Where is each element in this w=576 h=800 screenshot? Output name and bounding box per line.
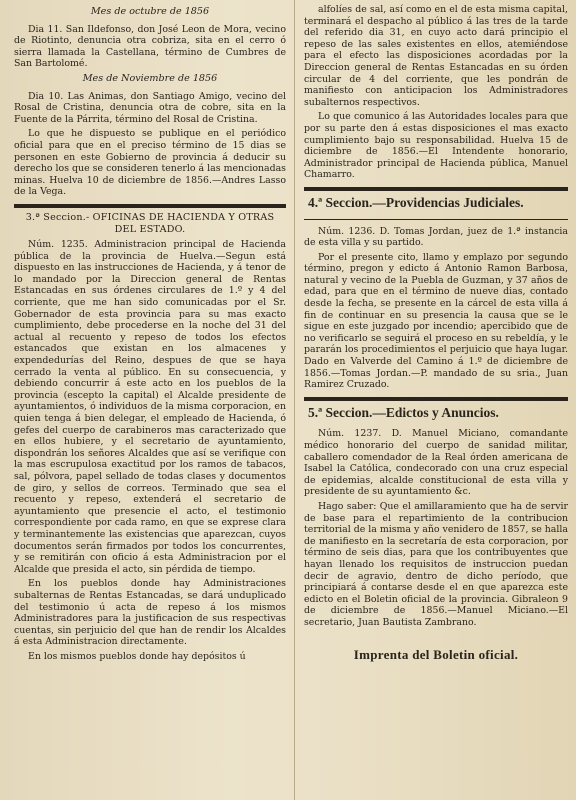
section-4-title: 4.ª Seccion.—Providencias Judiciales. [308, 194, 524, 210]
section-5-title: 5.ª Seccion.—Edictos y Anuncios. [308, 404, 499, 420]
printer-imprint: Imprenta del Boletin oficial. [353, 646, 519, 662]
notice-1237-paragraph: Núm. 1237. D. Manuel Miciano, comandante médico honorario del cuerpo de sanidad militar, caballero comendador de la Real órden americana de Isabel la Católica, condecorado con una cruz especial de epidemias, alcalde constitucional de esta villa y presidente de su ayuntamiento &c. [304, 428, 568, 498]
right-column [304, 4, 568, 796]
body-paragraph: Por el presente cito, llamo y emplazo por segundo término, pregon y edicto á Antonio Ramon Barbosa, natural y vecino de la Puebla de Guzman, y 37 años de edad, para que en el término de nueve dias, contado desde la fecha, se presente en la cárcel de esta villa á fin de continuar en su presencia la causa que se le sigue en este juzgado por incendio; apercibido que de no verificarlo se seguirá el proceso en su rebeldía, y le pararán los procedimientos el perjuicio que haya lugar. Dado en Valverde del Camino á 1.º de diciembre de 1856.—Tomas Jordan.—P. mandado de su sria., Juan Ramirez Cruzado. [304, 251, 568, 391]
section-rule [304, 187, 568, 191]
column-divider [294, 0, 295, 800]
governor-notice-paragraph: Lo que he dispuesto se publique en el periódico oficial para que en el preciso término de 15 dias se personen en este Gobierno de provincia á deducir su derecho los que se consideren tenerlo á las mencionadas minas. Huelva 10 de diciembre de 1856.—Andres Lasso de la Vega. [14, 128, 286, 198]
section-rule [304, 397, 568, 401]
body-paragraph: Lo que comunico á las Autoridades locales para que por su parte den á estas disposiciones el mas exacto cumplimiento bajo su responsabilidad. Huelva 15 de diciembre de 1856.—El Intendente honorario, Administrador principal de Hacienda pública, Manuel Chamarro. [304, 111, 568, 181]
body-paragraph: En los pueblos donde hay Administraciones subalternas de Rentas Estancadas, se dará unduplicado del testimonio ú acta de repeso á los mismos Administradores para la justificacion de sus respectivas cuentas, sin perjuicio del que han de rendir los Alcaldes á esta Administracion directamente. [14, 578, 286, 648]
body-paragraph: En los mismos pueblos donde hay depósitos ú [28, 650, 246, 662]
section-rule [14, 204, 286, 208]
left-column [14, 4, 286, 796]
mine-claim-paragraph: Dia 11. San Ildefonso, don José Leon de Mora, vecino de Riotinto, denuncia otra cobriza, sita en el cerro ó sierra llamada la Castellana, término de Cumbres de San Bartolomé. [14, 23, 286, 70]
body-paragraph: Hago saber: Que el amillaramiento que ha de servir de base para el repartimiento de la contribucion territorial de la misma y año venidero de 1857, se halla de manifiesto en la secretaría de esta corporacion, por término de seis dias, para que los contribuyentes que hayan llenado los requisitos de instruccion puedan decir de agravio, dentro de dicho período, que principiará á contarse desde el en que aparezca este edicto en el Boletin oficial de la provincia. Gibraleon 9 de diciembre de 1856.—Manuel Miciano.—El secretario, Juan Bautista Zambrano. [304, 500, 568, 628]
notice-1235-paragraph: Núm. 1235. Administracion principal de Hacienda pública de la provincia de Huelva.—Segun está dispuesto en las instrucciones de Hacienda, y á tenor de lo mandado por la Direccion general de Rentas Estancadas en sus órdenes circulares de 1.º y 4 del corriente, que me han sido comunicadas por el Sr. Gobernador de esta provincia para su mas exacto cumplimiento, debe procederse en la noche del 31 del actual al recuento y repeso de todos los efectos estancados que existan en los almacenes y expendedurías del Reino, despues de que se haya cerrado la venta al público. En su consecuencia, y debiendo concurrir á este acto en los pueblos de la provincia (escepto la capital) el Alcalde presidente de ayuntamientos, ó individuos de la misma corporacion, en quien tenga á bien delegar, el empleado de Hacienda, ó gefes del cuerpo de carabineros mas caracterizado que en ellos hubiere, y el secretario de ayuntamiento, dispondrán los señores Alcaldes que así se verifique con la mas escrupulosa exactitud por los ramos de tabacos, sal, pólvora, papel sellado de todas clases y documentos de giro, y sellos de correos. Terminado que sea el recuento y repeso, extenderá el secretario de ayuntamiento que presencie el acto, el testimonio correspondiente por cada ramo, en que se exprese clara y terminantemente las existencias que aparezcan, cuyos documentos serán firmados por todos los concurrentes, y se remitirán con oficio á esta Administracion por el Alcalde que presida el acto, sin pérdida de tiempo. [14, 239, 286, 575]
month-heading-october: Mes de octubre de 1856 [90, 6, 210, 17]
mine-claim-paragraph: Dia 10. Las Animas, don Santiago Amigo, vecino del Rosal de Cristina, denuncia otra de cobre, sita en la Fuente de la Párrita, término del Rosal de Cristina. [14, 90, 286, 125]
month-heading-november: Mes de Noviembre de 1856 [82, 72, 218, 84]
notice-1236-paragraph: Núm. 1236. D. Tomas Jordan, juez de 1.ª instancia de esta villa y su partido. [304, 225, 568, 249]
section-rule-thin [304, 219, 568, 220]
section-3-title: 3.ª Seccion.- OFICINAS DE HACIENDA Y OTRAS DEL ESTADO. [25, 211, 275, 235]
body-paragraph: alfolíes de sal, así como en el de esta misma capital, terminará el despacho al público á las tres de la tarde del referido dia 31, en cuyo acto dará principio el repeso de las sales existentes en ellos, atemiéndose para el efecto las disposiciones acordadas por la Direccion general de Rentas Estancadas en su órden circular de 4 del corriente, que les pondrán de manifiesto con anticipacion los Administradores subalternos respectivos. [304, 4, 568, 108]
